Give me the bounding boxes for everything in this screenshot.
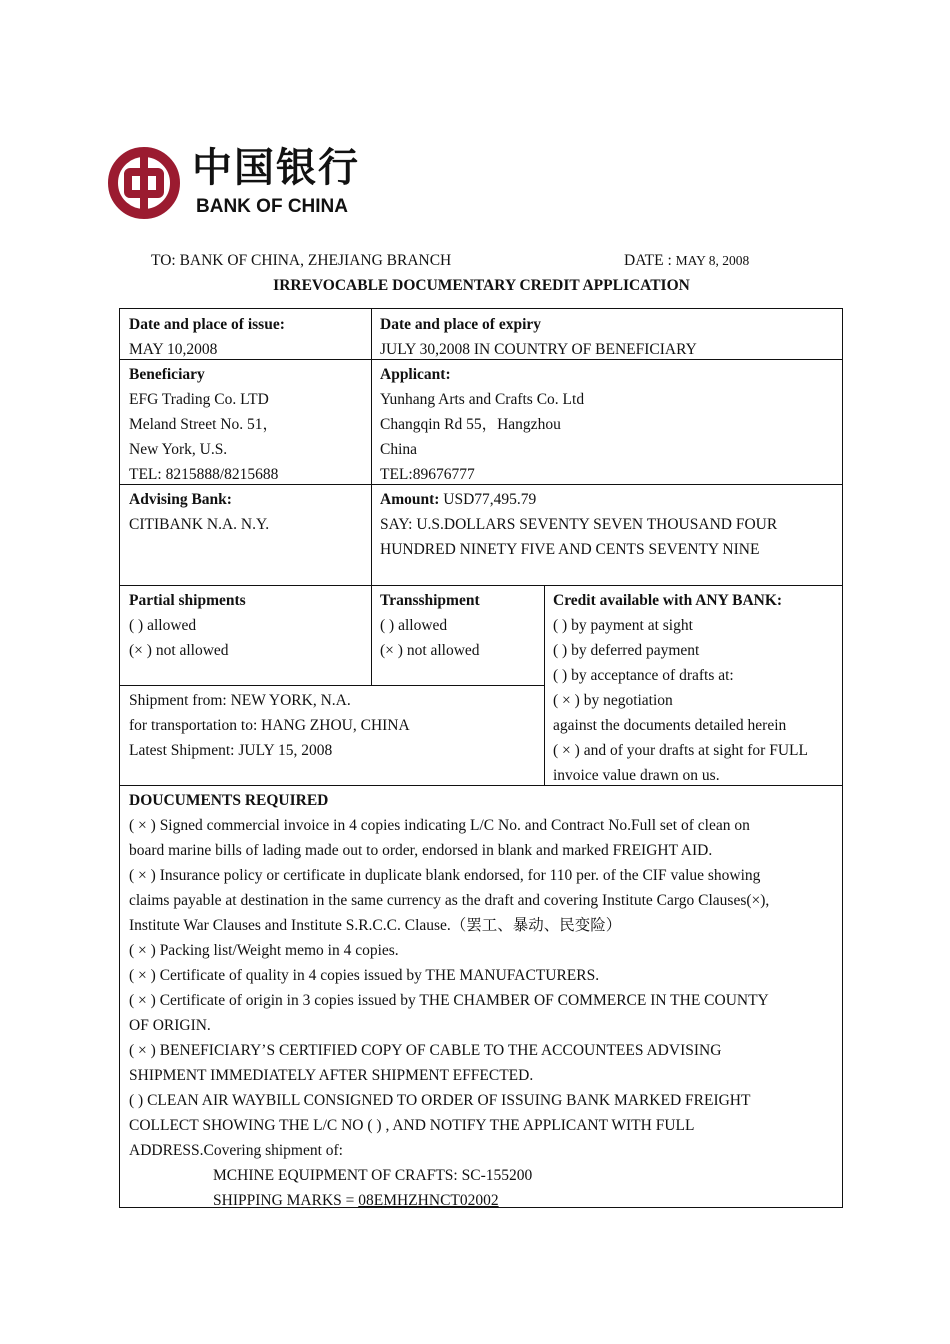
bank-name-chinese: 中国银行 xyxy=(192,145,360,191)
beneficiary-cell xyxy=(120,359,371,487)
credit-available-line: against the documents detailed herein xyxy=(553,717,787,734)
documents-line: ( × ) BENEFICIARY’S CERTIFIED COPY OF CABLE TO THE ACCOUNTEES ADVISING xyxy=(129,1042,722,1059)
documents-line: ( × ) Certificate of origin in 3 copies issued by THE CHAMBER OF COMMERCE IN THE COUNTY xyxy=(129,992,769,1009)
documents-line: ( × ) Insurance policy or certificate in duplicate blank endorsed, for 110 per. of the CIF value showing xyxy=(129,867,761,884)
shipping-marks xyxy=(129,1188,842,1213)
expiry-label: Date and place of expiry xyxy=(380,316,542,333)
amount-words: SAY: U.S.DOLLARS SEVENTY SEVEN THOUSAND FOUR xyxy=(380,516,778,533)
applicant-line: Yunhang Arts and Crafts Co. Ltd xyxy=(380,391,585,408)
date-label: DATE : xyxy=(624,252,676,269)
documents-line: ADDRESS.Covering shipment of: xyxy=(129,1142,343,1159)
applicant-line: Changqin Rd 55，Hangzhou xyxy=(380,416,561,433)
credit-available-line: ( ) by deferred payment xyxy=(553,642,700,659)
transshipment-cell xyxy=(371,585,544,663)
credit-available-line: invoice value drawn on us. xyxy=(553,767,720,784)
documents-line: OF ORIGIN. xyxy=(129,1017,211,1034)
bank-emblem-icon xyxy=(104,143,184,223)
documents-line: ( × ) Packing list/Weight memo in 4 copies. xyxy=(129,942,399,959)
credit-available-line: ( × ) and of your drafts at sight for FULL xyxy=(553,742,808,759)
advising-bank-label: Advising Bank: xyxy=(129,491,232,508)
partial-shipments-option: ( ) allowed xyxy=(129,617,197,634)
beneficiary-label: Beneficiary xyxy=(129,366,205,383)
advising-bank-value: CITIBANK N.A. N.Y. xyxy=(129,516,270,533)
amount-cell xyxy=(371,484,842,562)
applicant-line: TEL:89676777 xyxy=(380,466,475,483)
documents-line: SHIPMENT IMMEDIATELY AFTER SHIPMENT EFFECTED. xyxy=(129,1067,534,1084)
transshipment-label: Transshipment xyxy=(380,592,480,609)
transshipment-option: (× ) not allowed xyxy=(380,642,480,659)
bank-logo xyxy=(104,143,374,223)
credit-available-cell xyxy=(544,585,842,788)
documents-line: ( ) CLEAN AIR WAYBILL CONSIGNED TO ORDER OF ISSUING BANK MARKED FREIGHT xyxy=(129,1092,751,1109)
advising-bank-cell xyxy=(120,484,371,537)
beneficiary-line: EFG Trading Co. LTD xyxy=(129,391,269,408)
amount-value: USD77,495.79 xyxy=(439,491,537,508)
application-date xyxy=(624,252,749,270)
partial-shipments-option: (× ) not allowed xyxy=(129,642,229,659)
issue-label: Date and place of issue: xyxy=(129,316,285,333)
expiry-value: JULY 30,2008 IN COUNTRY OF BENEFICIARY xyxy=(380,341,697,358)
expiry-cell xyxy=(371,309,842,362)
documents-line: Institute War Clauses and Institute S.R.C.C. Clause.（罢工、暴动、民变险） xyxy=(129,917,622,934)
page-title: IRREVOCABLE DOCUMENTARY CREDIT APPLICATION xyxy=(273,277,690,294)
documents-line: claims payable at destination in the same currency as the draft and covering Institute Cargo Clauses(×), xyxy=(129,892,770,909)
issue-cell xyxy=(120,309,371,362)
date-value: MAY 8, 2008 xyxy=(675,253,750,268)
documents-line: ( × ) Certificate of quality in 4 copies issued by THE MANUFACTURERS. xyxy=(129,967,600,984)
beneficiary-line: New York, U.S. xyxy=(129,441,228,458)
documents-cell xyxy=(120,785,842,1213)
beneficiary-line: Meland Street No. 51， xyxy=(129,416,278,433)
shipment-line: Latest Shipment: JULY 15, 2008 xyxy=(129,742,333,759)
amount-label: Amount: xyxy=(380,491,440,508)
applicant-cell xyxy=(371,359,842,487)
documents-line: ( × ) Signed commercial invoice in 4 copies indicating L/C No. and Contract No.Full set of clean on xyxy=(129,817,750,834)
partial-shipments-cell xyxy=(120,585,371,663)
documents-line: COLLECT SHOWING THE L/C NO ( ) , AND NOTIFY THE APPLICANT WITH FULL xyxy=(129,1117,695,1134)
credit-available-line: ( × ) by negotiation xyxy=(553,692,673,709)
partial-shipments-label: Partial shipments xyxy=(129,592,246,609)
credit-available-line: ( ) by acceptance of drafts at: xyxy=(553,667,734,684)
shipment-line: Shipment from: NEW YORK, N.A. xyxy=(129,692,351,709)
credit-available-line: ( ) by payment at sight xyxy=(553,617,693,634)
shipment-cell xyxy=(120,685,544,763)
shipment-line: for transportation to: HANG ZHOU, CHINA xyxy=(129,717,410,734)
documents-label: DOUCUMENTS REQUIRED xyxy=(129,792,329,809)
goods-description: MCHINE EQUIPMENT OF CRAFTS: SC-155200 xyxy=(213,1167,533,1184)
recipient-line: TO: BANK OF CHINA, ZHEJIANG BRANCH xyxy=(151,252,452,269)
amount-words: HUNDRED NINETY FIVE AND CENTS SEVENTY NINE xyxy=(380,541,760,558)
issue-value: MAY 10,2008 xyxy=(129,341,218,358)
documents-line: board marine bills of lading made out to order, endorsed in blank and marked FREIGHT AID. xyxy=(129,842,713,859)
bank-name-english: BANK OF CHINA xyxy=(196,196,348,217)
application-form xyxy=(119,308,843,1208)
applicant-line: China xyxy=(380,441,418,458)
credit-available-label: Credit available with ANY BANK: xyxy=(553,592,783,609)
applicant-label: Applicant: xyxy=(380,366,451,383)
shipping-marks-value: 08EMHZHNCT02002 xyxy=(358,1192,499,1209)
transshipment-option: ( ) allowed xyxy=(380,617,448,634)
shipping-marks-label: SHIPPING MARKS = xyxy=(213,1192,359,1209)
beneficiary-line: TEL: 8215888/8215688 xyxy=(129,466,279,483)
